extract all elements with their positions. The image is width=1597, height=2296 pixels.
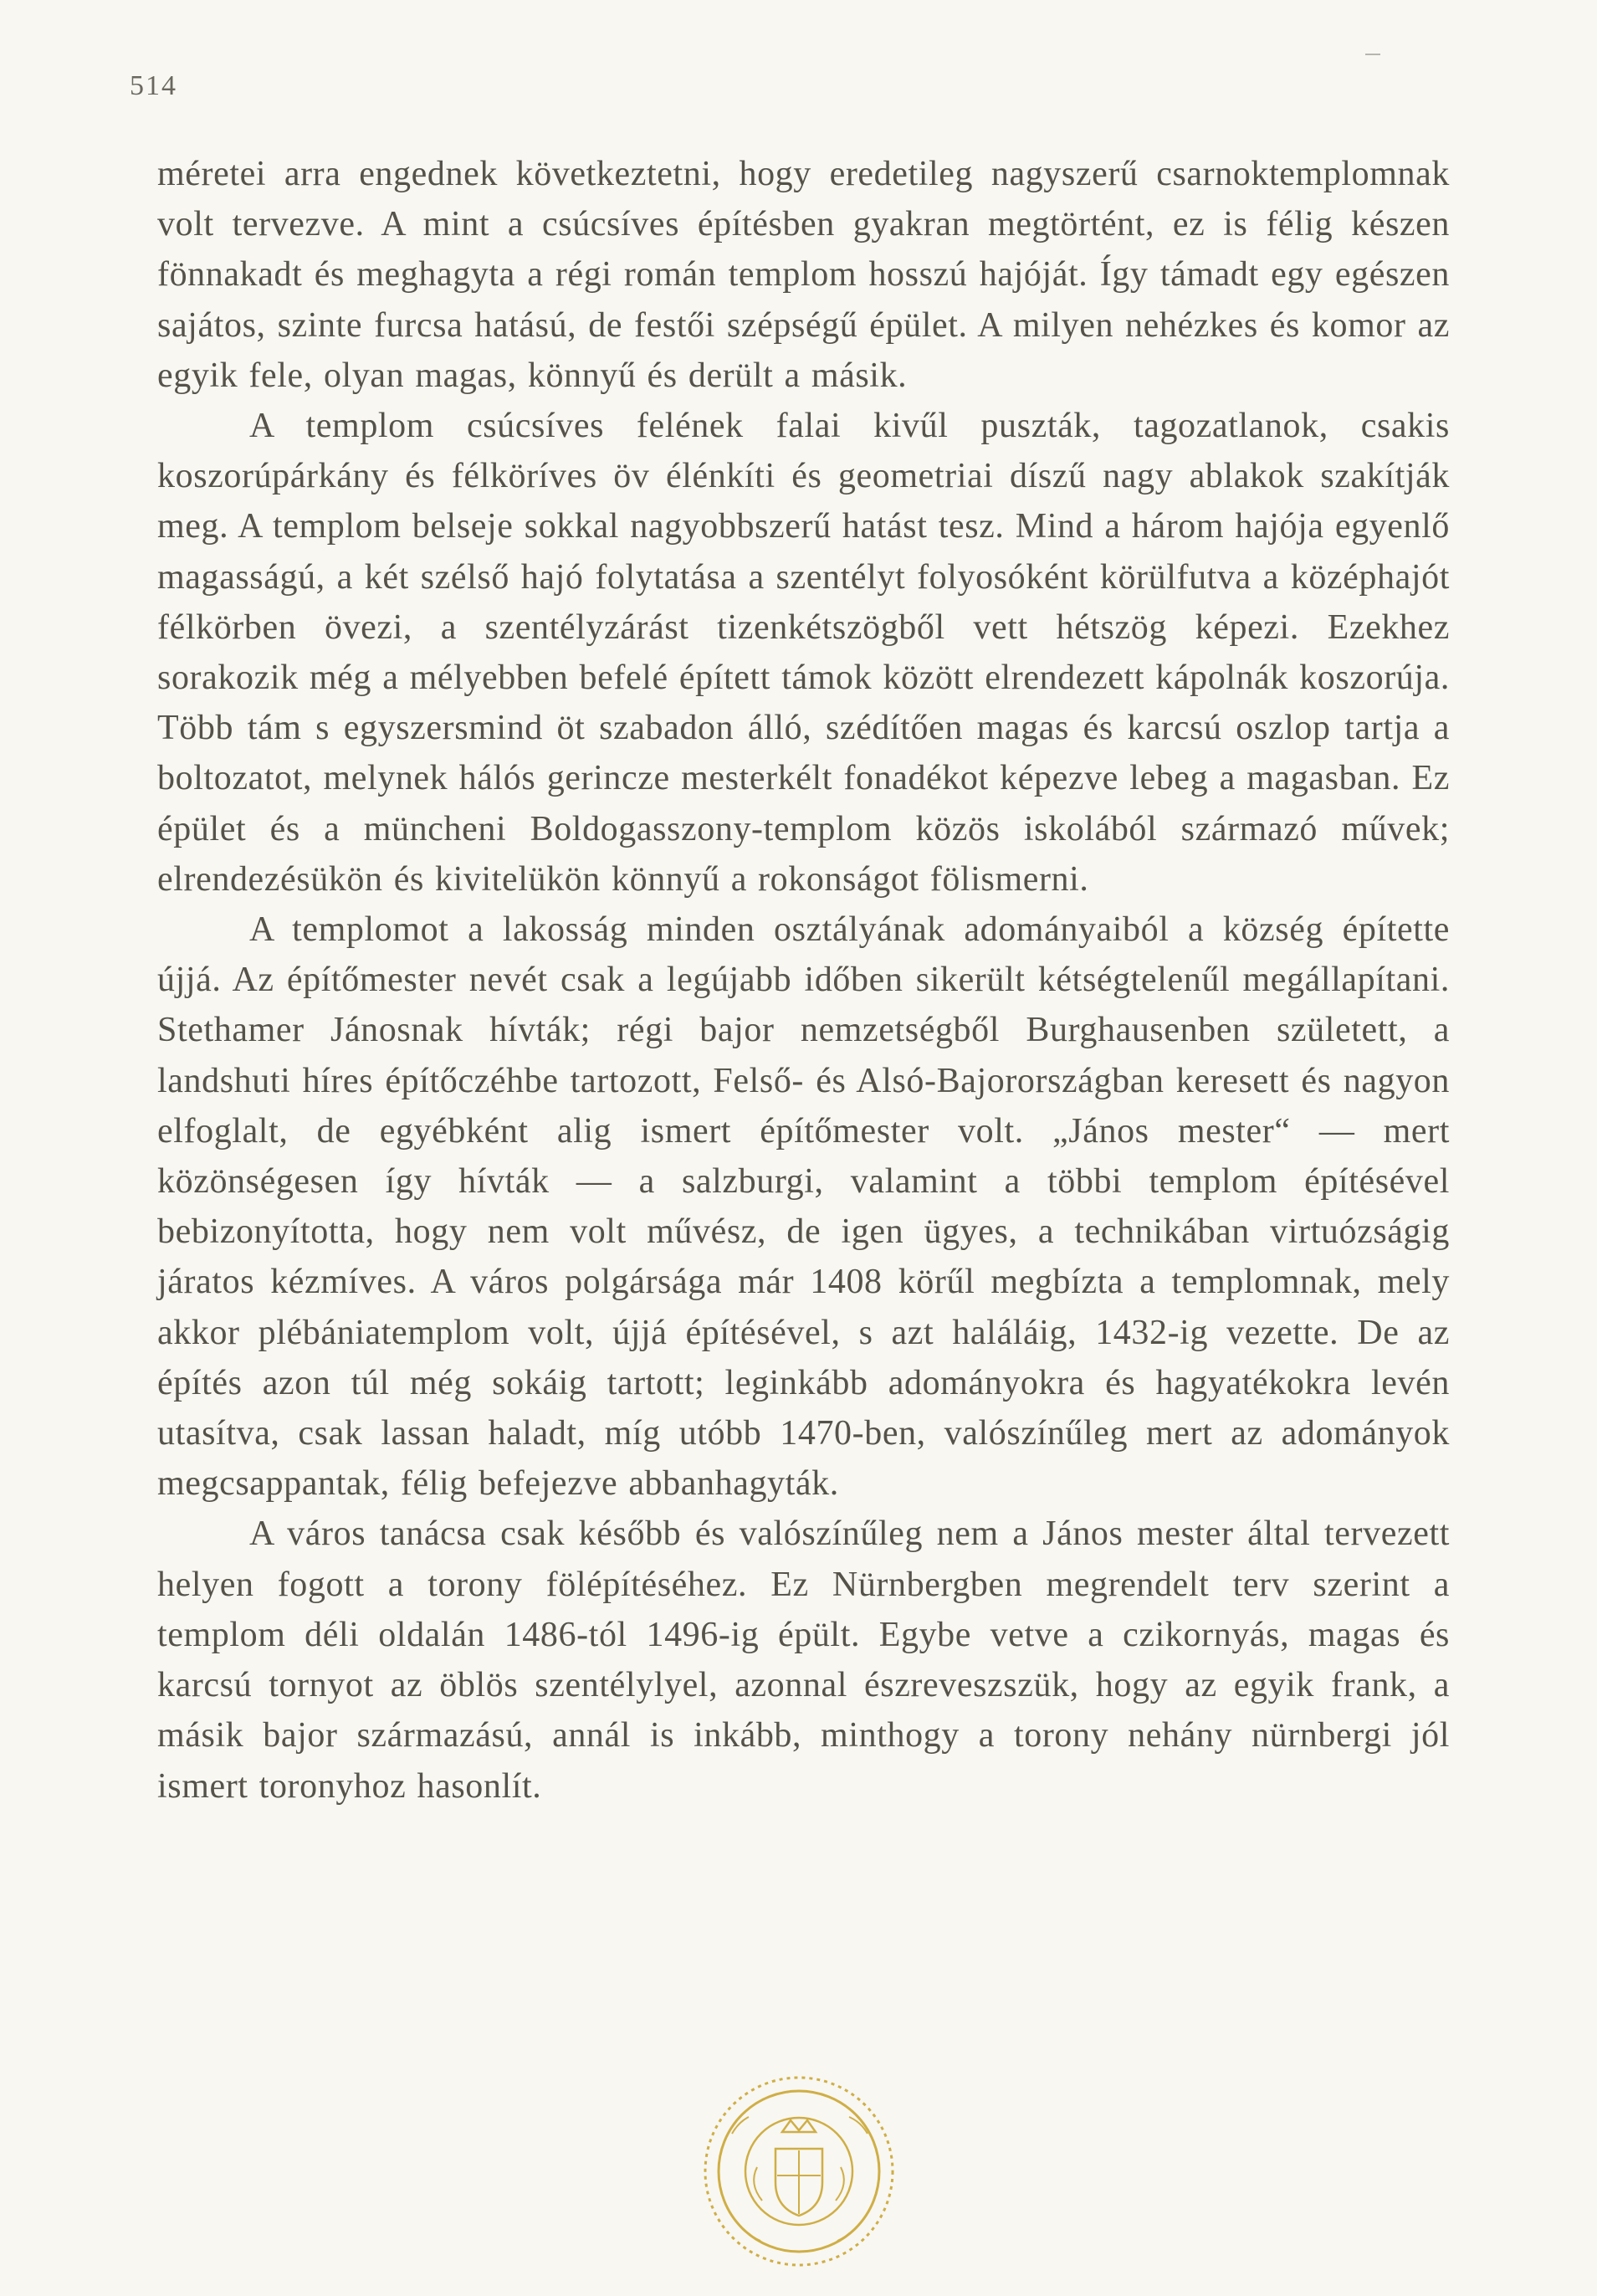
paragraph-3: A templomot a lakosság minden osztályának adományaiból a község építette újjá. Az építőmester nevét csak a legújabb időben sikerült kétségtelenűl megállapítani. Stethamer Jánosnak hívták; régi bajor nemzetségből Burghausenben született, a landshuti híres építőczéhbe tartozott, Felső- és Alsó-Bajorországban keresett és nagyon elfoglalt, de egyébként alig ismert építőmester volt. „János mester“ — mert közönségesen így hívták — a salzburgi, valamint a többi templom építésével bebizonyította, hogy nem volt művész, de igen ügyes, a technikában virtuózságig járatos kézmíves. A város polgársága már 1408 körűl megbízta a templomnak, mely akkor plébániatemplom volt, újjá építésével, s azt haláláig, 1432-ig vezette. De az építés azon túl még sokáig tartott; leginkább adományokra és hagyatékokra levén utasítva, csak lassan haladt, míg utóbb 1470-ben, valószínűleg mert az adományok megcsappantak, félig befejezve abbanhagyták. (157, 910, 1450, 1504)
paragraph-1: méretei arra engednek következtetni, hogy eredetileg nagyszerű csarnoktemplomnak volt tervezve. A mint a csúcsíves építésben gyakran megtörtént, ez is félig készen fönnakadt és meghagyta a régi román templom hosszú hajóját. Így támadt egy egészen sajátos, szinte furcsa hatású, de festői szépségű épület. A milyen nehézkes és komor az egyik fele, olyan magas, könnyű és derült a másik. (157, 155, 1450, 395)
body-text (157, 149, 1450, 1812)
margin-mark (1365, 54, 1380, 55)
library-stamp-icon (682, 2067, 916, 2276)
page-number: 514 (130, 70, 177, 101)
paragraph-2: A templom csúcsíves felének falai kivűl puszták, tagozatlanok, csakis koszorúpárkány és félköríves öv élénkíti és geometriai díszű nagy ablakok szakítják meg. A templom belseje sokkal nagyobbszerű hatást tesz. Mind a három hajója egyenlő magasságú, a két szélső hajó folytatása a szentélyt folyosóként körülfutva a középhajót félkörben övezi, a szentélyzárást tizenkétszögből vett hétszög képezi. Ezekhez sorakozik még a mélyebben befelé épített támok között elrendezett kápolnák koszorúja. Több tám s egyszersmind öt szabadon álló, szédítően magas és karcsú oszlop tartja a boltozatot, melynek hálós gerincze mesterkélt fonadékot képezve lebeg a magasban. Ez épület és a müncheni Boldogasszony-templom közös iskolából származó művek; elrendezésükön és kivitelükön könnyű a rokonságot fölismerni. (157, 407, 1450, 899)
paragraph-4: A város tanácsa csak később és valószínűleg nem a János mester által tervezett helyen fogott a torony fölépítéséhez. Ez Nürnbergben megrendelt terv szerint a templom déli oldalán 1486-tól 1496-ig épült. Egybe vetve a czikornyás, magas és karcsú tornyot az öblös szentélylyel, azonnal észreveszszük, hogy az egyik frank, a másik bajor származású, annál is inkább, minthogy a torony nehány nürnbergi jól ismert toronyhoz hasonlít. (157, 1514, 1450, 1806)
